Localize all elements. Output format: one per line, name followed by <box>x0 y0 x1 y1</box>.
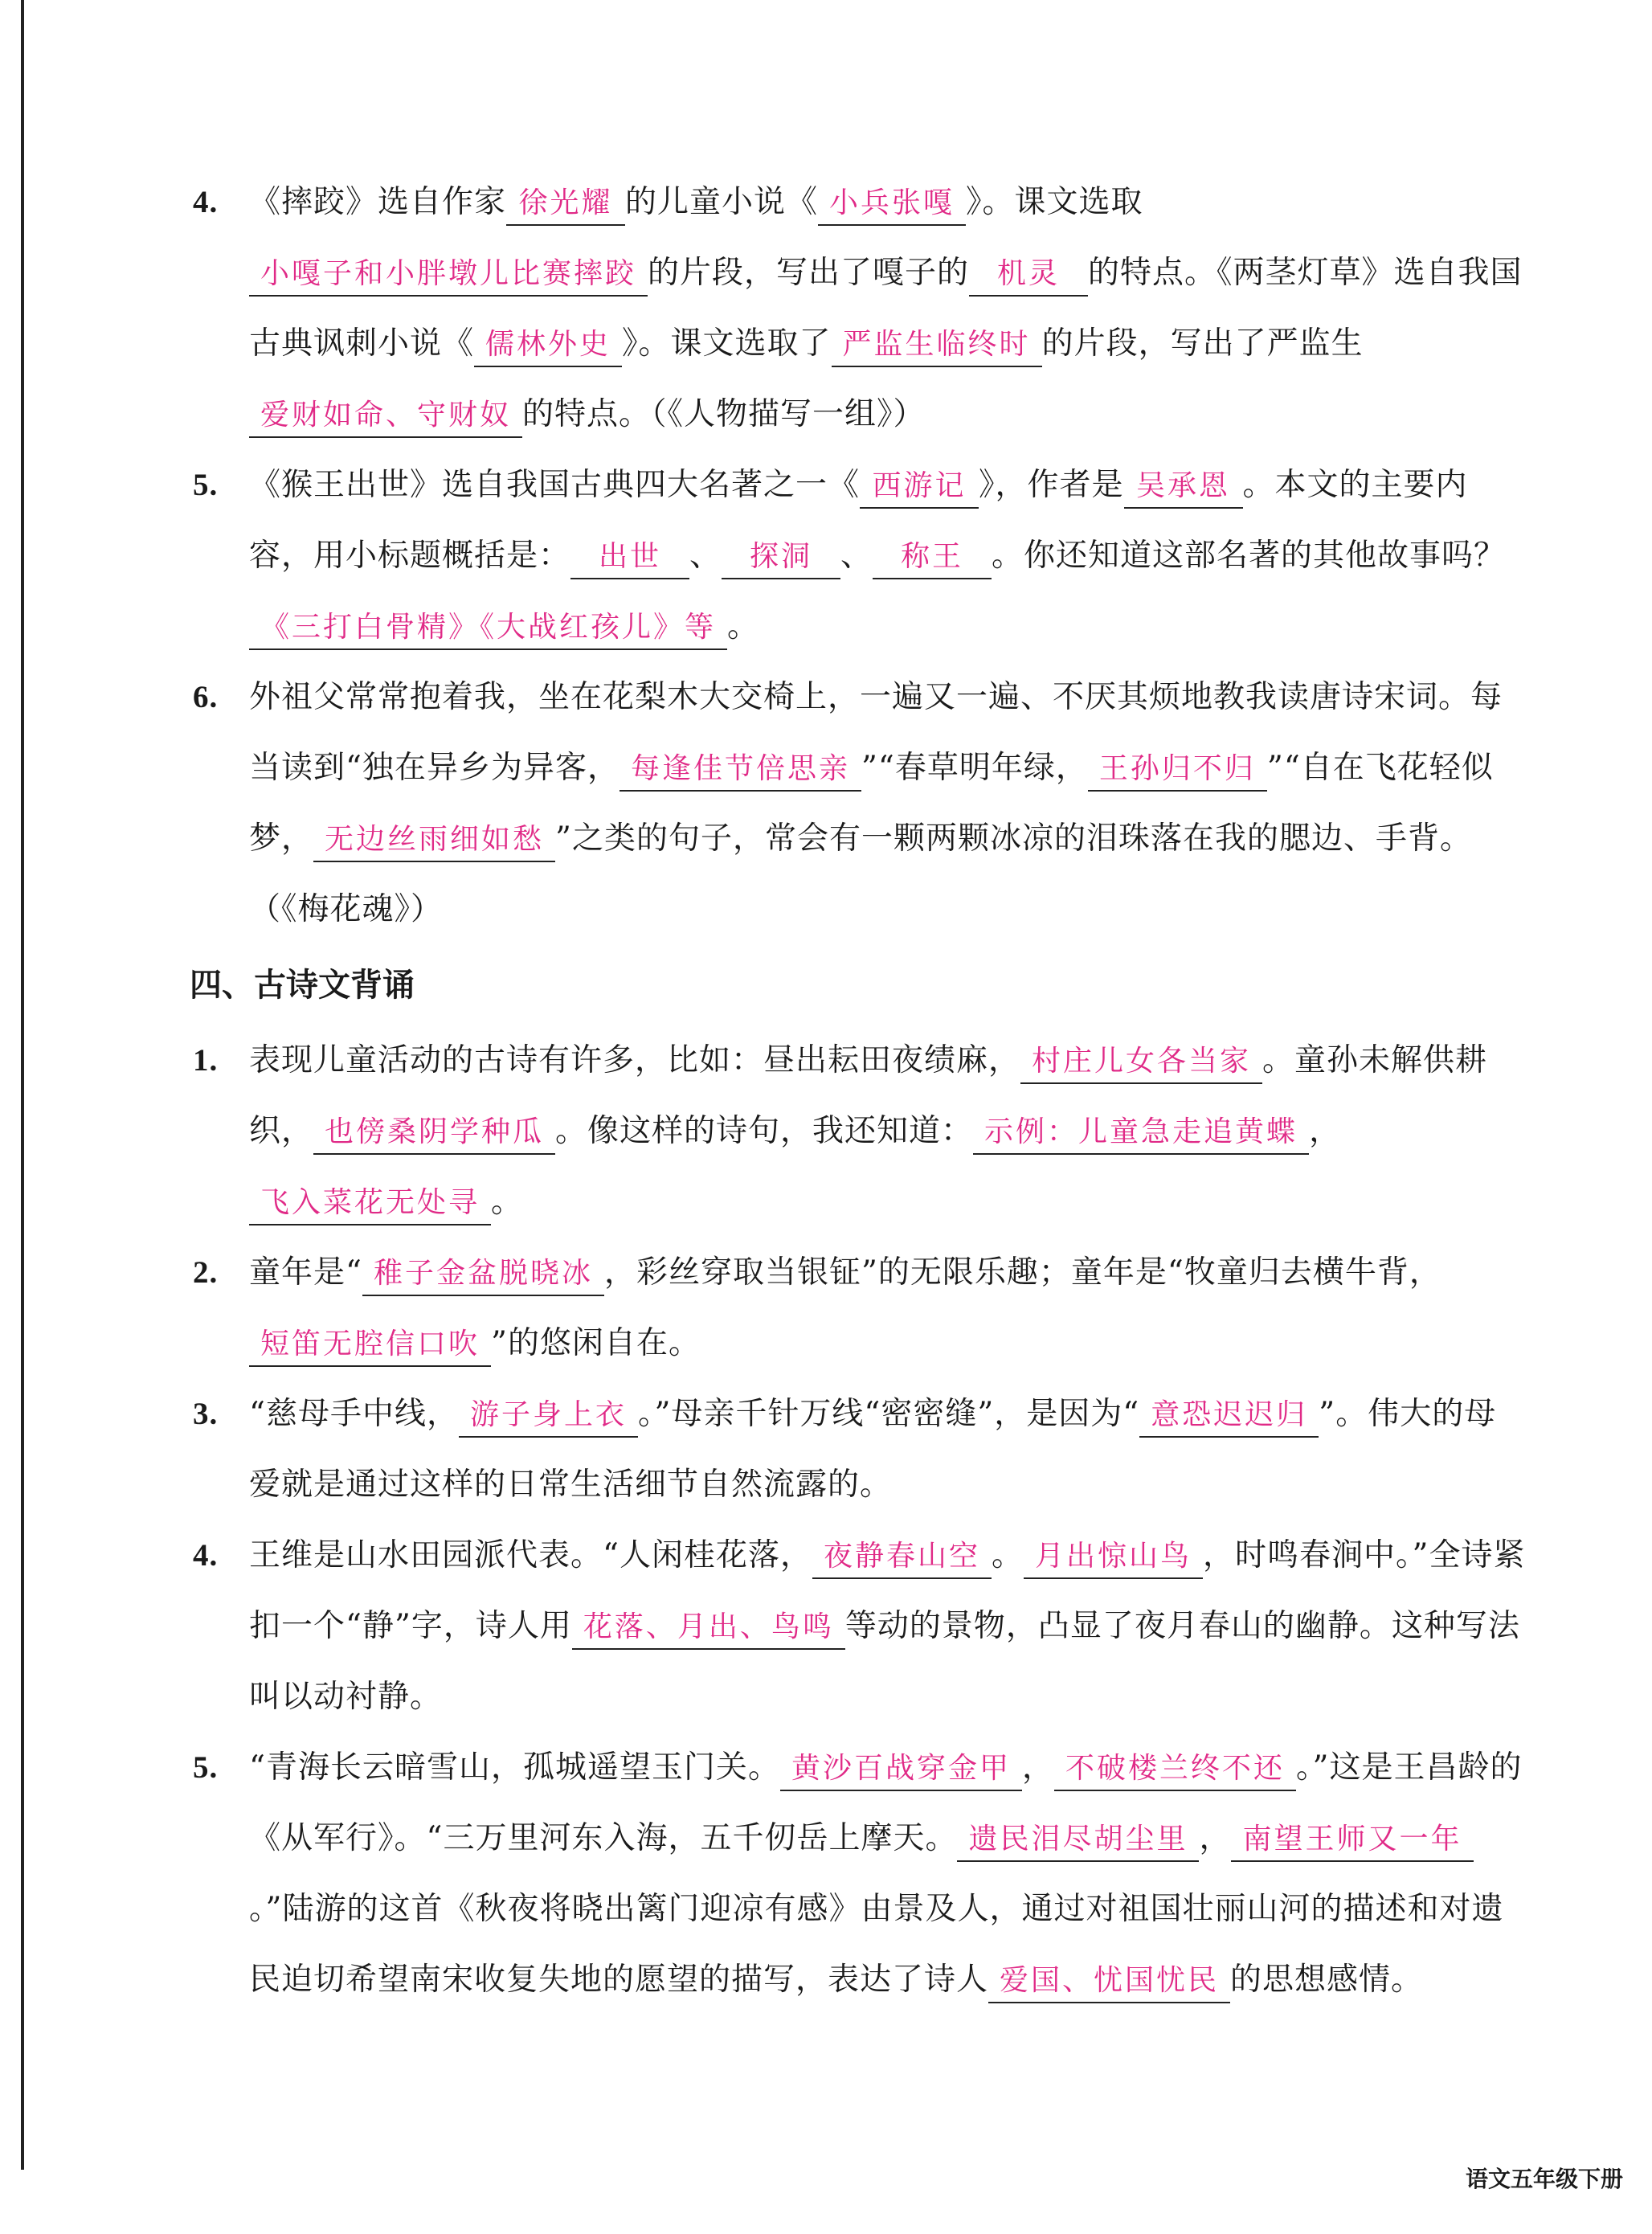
question-text: 。你还知道这部名著的其他故事吗？ <box>992 538 1507 574</box>
answer-blank[interactable]: 《三打白骨精》《大战红孩儿》等 <box>249 607 727 650</box>
section-title: 四、古诗文背诵 <box>190 967 415 1004</box>
answer-blank[interactable]: 无边丝雨细如愁 <box>313 819 555 862</box>
answer-blank[interactable]: 机灵 <box>969 253 1088 297</box>
question-number: 1. <box>193 1043 219 1078</box>
answer-blank[interactable]: 西游记 <box>860 465 979 509</box>
question-text: “慈母手中线， <box>249 1396 459 1432</box>
question-text: 的片段，写出了严监生 <box>1041 325 1364 362</box>
question-6-plum-soul <box>193 662 1527 945</box>
question-text: ， <box>1199 1820 1232 1856</box>
question-number: 2. <box>193 1255 219 1290</box>
question-text: 《猴王出世》选自我国古典四大名著之一《 <box>249 467 861 503</box>
question-text: 。本文的主要内容，用小标题概括是： <box>249 467 1468 574</box>
question-number: 4. <box>193 185 219 219</box>
question-text: ”的悠闲自在。 <box>491 1325 701 1361</box>
answer-blank[interactable]: 月出惊山鸟 <box>1024 1536 1203 1579</box>
question-number: 6. <box>193 680 219 714</box>
question-text: 的儿童小说《 <box>625 184 819 220</box>
answer-blank[interactable]: 游子身上衣 <box>459 1394 638 1438</box>
answer-blank[interactable]: 飞入菜花无处寻 <box>249 1182 491 1225</box>
book-label: 语文五年级下册 <box>1465 2166 1623 2192</box>
poem-question-2 <box>193 1238 1527 1379</box>
answer-blank[interactable]: 稚子金盆脱晓冰 <box>362 1253 604 1296</box>
answer-blank[interactable]: 南望王师又一年 <box>1231 1819 1473 1862</box>
answer-blank[interactable]: 遗民泪尽胡尘里 <box>957 1819 1199 1862</box>
poem-question-3 <box>193 1379 1527 1520</box>
answer-blank[interactable]: 吴承恩 <box>1124 465 1243 509</box>
question-text: 表现儿童活动的古诗有许多，比如：昼出耘田夜绩麻， <box>249 1042 1021 1078</box>
poem-question-1 <box>193 1025 1527 1238</box>
answer-blank[interactable]: 爱国、忧国忧民 <box>988 1960 1230 2003</box>
question-text: 。”陆游的这首《秋夜将晓出篱门迎凉有感》由景及人，通过对祖国壮丽山河的描述和对遗民迫切希望南宋收复失地的愿望的描写，表达了诗人 <box>249 1891 1504 1998</box>
answer-blank[interactable]: 意恐迟迟归 <box>1139 1394 1319 1438</box>
question-text: 、 <box>689 538 722 574</box>
question-text: 童年是“ <box>249 1254 362 1291</box>
question-text: 。 <box>991 1537 1024 1573</box>
answer-blank[interactable]: 不破楼兰终不还 <box>1054 1748 1296 1791</box>
question-text: ”“自在飞花轻似梦， <box>249 750 1494 857</box>
question-text: ”“春草明年绿， <box>861 750 1088 786</box>
poem-question-4 <box>193 1520 1527 1733</box>
question-text: 王维是山水田园派代表。“人闲桂花落， <box>249 1537 812 1573</box>
answer-blank[interactable]: 探洞 <box>722 536 840 579</box>
question-text: 》，作者是 <box>979 467 1124 503</box>
question-text: ， <box>1021 1749 1054 1786</box>
question-text: 。像这样的诗句，我还知道： <box>555 1113 974 1149</box>
answer-blank[interactable]: 儒林外史 <box>474 324 622 367</box>
answer-blank[interactable]: 小兵张嘎 <box>818 182 966 226</box>
question-number: 3. <box>193 1397 219 1431</box>
question-text: 的特点。《两茎灯草》选自我国古典讽刺小说《 <box>249 255 1523 362</box>
question-number: 5. <box>193 468 219 502</box>
question-text: 。”母亲千针万线“密密缝”，是因为“ <box>637 1396 1140 1432</box>
answer-blank[interactable]: 也傍桑阴学种瓜 <box>313 1111 555 1155</box>
answer-blank[interactable]: 黄沙百战穿金甲 <box>780 1748 1022 1791</box>
question-text: ，时鸣春涧中。”全诗紧扣一个“静”字，诗人用 <box>249 1537 1526 1644</box>
question-4-characters <box>193 167 1527 450</box>
question-text: 的片段，写出了嘎子的 <box>648 255 970 291</box>
answer-blank[interactable]: 短笛无腔信口吹 <box>249 1324 491 1367</box>
question-text: ”。伟大的母爱就是通过这样的日常生活细节自然流露的。 <box>249 1396 1497 1503</box>
answer-blank[interactable]: 徐光耀 <box>506 182 625 226</box>
answer-blank[interactable]: 出世 <box>570 536 689 579</box>
binding-line <box>21 0 24 2170</box>
question-text: 《摔跤》选自作家 <box>249 184 507 220</box>
answer-blank[interactable]: 称王 <box>873 536 992 579</box>
question-text: 的特点。（《人物描写一组》） <box>522 396 926 432</box>
question-text: 。”这是王昌龄的《从军行》。“三万里河东入海，五千仞岳上摩天。 <box>249 1749 1523 1856</box>
question-text: 外祖父常常抱着我，坐在花梨木大交椅上，一遍又一遍、不厌其烦地教我读唐诗宋词。每当读到“独在异乡为异客， <box>249 679 1503 786</box>
question-text: 。 <box>727 608 760 644</box>
answer-blank[interactable]: 小嘎子和小胖墩儿比赛摔跤 <box>249 253 648 297</box>
answer-blank[interactable]: 王孙归不归 <box>1088 748 1267 792</box>
question-text: “青海长云暗雪山，孤城遥望玉门关。 <box>249 1749 780 1786</box>
answer-blank[interactable]: 爱财如命、守财奴 <box>249 395 522 438</box>
question-text: 。 <box>491 1184 524 1220</box>
question-number: 5. <box>193 1750 219 1785</box>
question-text: 》。课文选取了 <box>622 325 832 362</box>
question-text: 的思想感情。 <box>1230 1962 1424 1998</box>
poem-question-5 <box>193 1733 1527 2015</box>
answer-blank[interactable]: 花落、月出、鸟鸣 <box>572 1606 845 1650</box>
worksheet-page <box>190 167 1527 2015</box>
answer-blank[interactable]: 示例：儿童急走追黄蝶 <box>973 1111 1309 1155</box>
answer-blank[interactable]: 夜静春山空 <box>812 1536 992 1579</box>
answer-blank[interactable]: 每逢佳节倍思亲 <box>620 748 861 792</box>
question-text: 等动的景物，凸显了夜月春山的幽静。这种写法叫以动衬静。 <box>249 1608 1520 1715</box>
answer-blank[interactable]: 村庄儿女各当家 <box>1020 1041 1262 1084</box>
question-number: 4. <box>193 1538 219 1573</box>
question-text: 》。课文选取 <box>966 184 1143 220</box>
answer-blank[interactable]: 严监生临终时 <box>832 324 1042 367</box>
question-text: 、 <box>840 538 873 574</box>
question-text: ”之类的句子，常会有一颗两颗冰凉的泪珠落在我的腮边、手背。（《梅花魂》） <box>249 820 1472 927</box>
question-text: ， <box>1309 1113 1342 1149</box>
question-text: 。童孙未解供耕织， <box>249 1042 1488 1149</box>
question-5-monkey-king <box>193 450 1527 662</box>
question-text: ，彩丝穿取当银钲”的无限乐趣；童年是“牧童归去横牛背， <box>603 1254 1441 1291</box>
